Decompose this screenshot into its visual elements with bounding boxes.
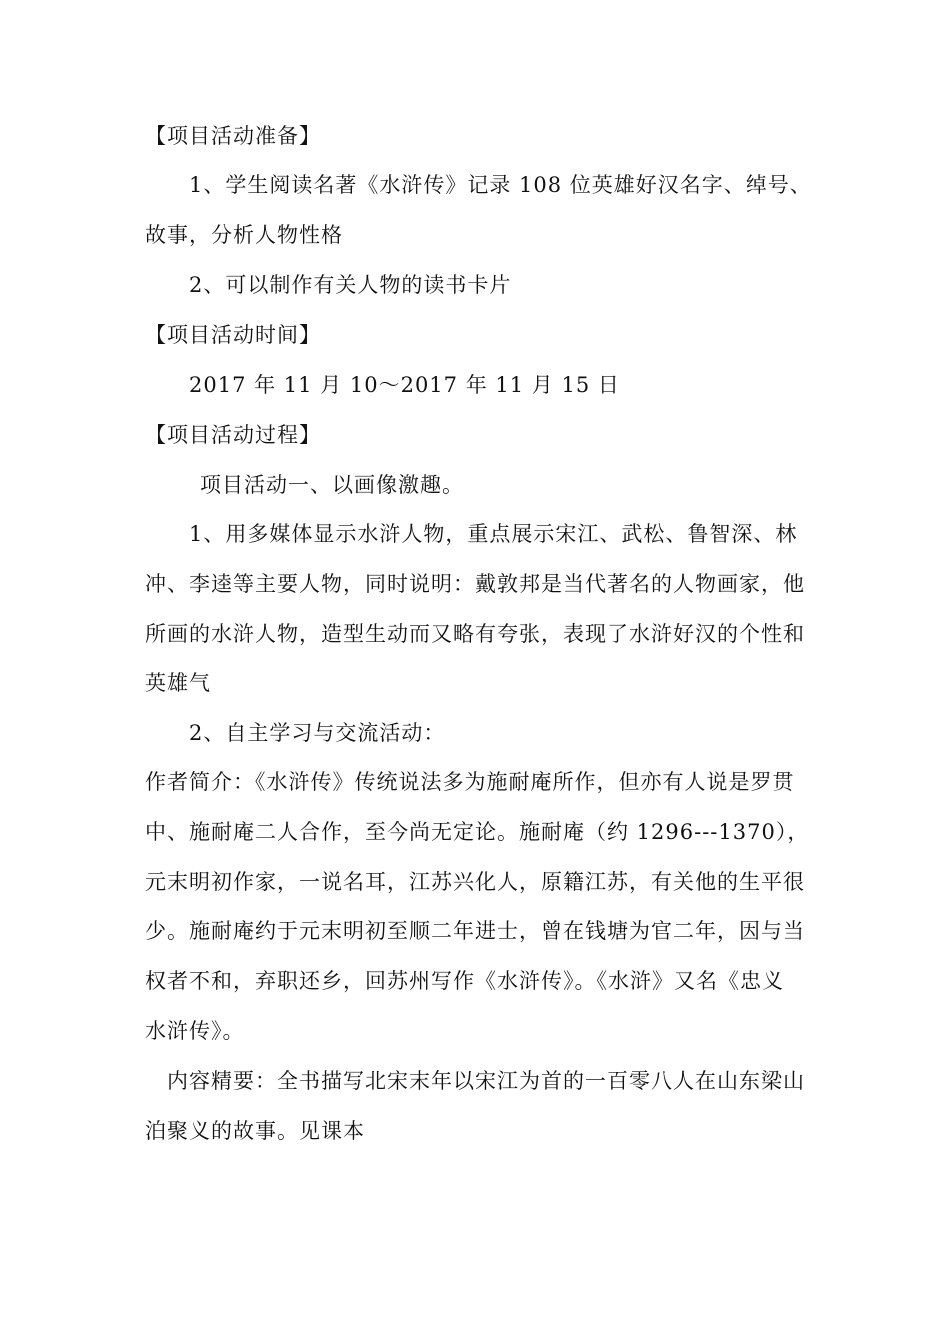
section-heading-process: 【项目活动过程】 (145, 423, 321, 447)
paragraph-line: 2、自主学习与交流活动： (189, 721, 446, 745)
paragraph-line: 2、可以制作有关人物的读书卡片 (189, 273, 512, 297)
paragraph-line: 少。施耐庵约于元末明初至顺二年进士，曾在钱塘为官二年，因与当 (145, 919, 805, 943)
date-range-line: 2017 年 11 月 10～2017 年 11 月 15 日 (189, 373, 620, 397)
section-heading-time: 【项目活动时间】 (145, 323, 321, 347)
paragraph-line: 故事，分析人物性格 (145, 223, 343, 247)
paragraph-line: 英雄气 (145, 671, 211, 695)
paragraph-line: 水浒传》。 (145, 1019, 245, 1043)
paragraph-line: 中、施耐庵二人合作，至今尚无定论。施耐庵（约 1296---1370）， (145, 820, 810, 844)
paragraph-line: 权者不和，弃职还乡，回苏州写作《水浒传》。《水浒》又名《忠义 (145, 969, 784, 993)
paragraph-line: 所画的水浒人物，造型生动而又略有夸张，表现了水浒好汉的个性和 (145, 622, 805, 646)
section-heading-preparation: 【项目活动准备】 (145, 124, 321, 148)
paragraph-line: 1、学生阅读名著《水浒传》记录 108 位英雄好汉名字、绰号、 (189, 173, 812, 197)
activity-title: 项目活动一、以画像激趣。 (200, 473, 464, 497)
paragraph-line: 作者简介：《水浒传》传统说法多为施耐庵所作，但亦有人说是罗贯 (145, 770, 795, 794)
paragraph-line: 元末明初作家，一说名耳，江苏兴化人，原籍江苏，有关他的生平很 (145, 870, 805, 894)
paragraph-line: 1、用多媒体显示水浒人物，重点展示宋江、武松、鲁智深、林 (189, 522, 798, 546)
paragraph-line: 冲、李逵等主要人物，同时说明：戴敦邦是当代著名的人物画家，他 (145, 572, 805, 596)
paragraph-line: 泊聚义的故事。见课本 (145, 1119, 365, 1143)
paragraph-line: 内容精要：全书描写北宋末年以宋江为首的一百零八人在山东梁山 (167, 1069, 805, 1093)
